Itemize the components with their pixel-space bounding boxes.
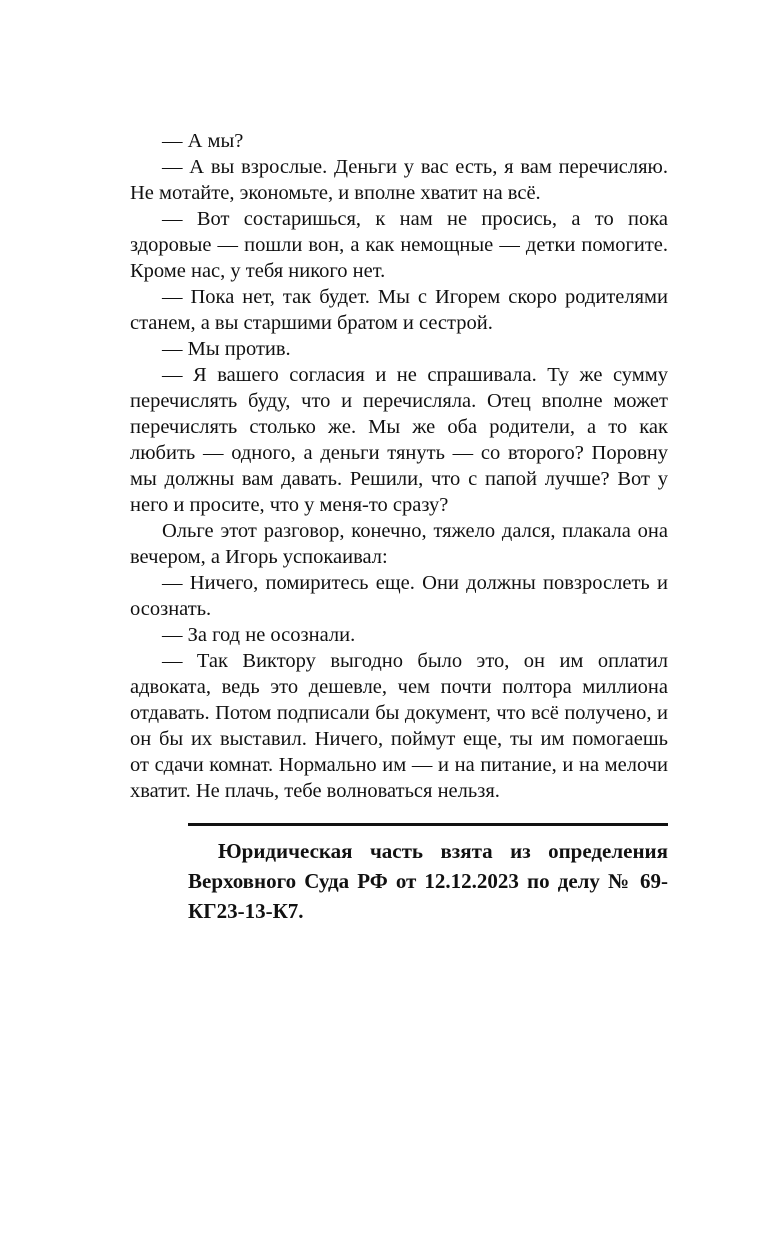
paragraph: — Мы против.: [162, 338, 291, 360]
legal-note: [188, 823, 668, 926]
paragraph: — Так Виктору выгодно было это, он им оплатил адвоката, ведь это дешевле, чем почти полтора миллиона отдавать. Потом подписали бы документ, что всё получено, и он бы их выставил. Ничего, поймут еще, ты им помогаешь от сдачи комнат. Нормально им — и на питание, и на мелочи хватит. Не плачь, тебе волноваться нельзя.: [130, 650, 668, 802]
paragraph: — Вот состаришься, к нам не просись, а то пока здоровые — пошли вон, а как немощные — детки помогите. Кроме нас, у тебя никого нет.: [130, 208, 668, 282]
paragraph: — А вы взрослые. Деньги у вас есть, я вам перечисляю. Не мотайте, экономьте, и вполне хватит на всё.: [130, 156, 668, 204]
paragraph: — А мы?: [162, 130, 244, 152]
paragraph: — Ничего, помиритесь еще. Они должны повзрослеть и осознать.: [130, 572, 668, 620]
legal-note-text: Юридическая часть взята из определения Верховного Суда РФ от 12.12.2023 по делу № 69-КГ23-13-К7.: [188, 839, 668, 923]
page-body: [130, 128, 668, 804]
paragraph: — Пока нет, так будет. Мы с Игорем скоро родителями станем, а вы старшими братом и сестрой.: [130, 286, 668, 334]
paragraph: — За год не осознали.: [162, 624, 356, 646]
paragraph: — Я вашего согласия и не спрашивала. Ту же сумму перечислять буду, что и перечисляла. Отец вполне может перечислять столько же. Мы же оба родители, а то как любить — одного, а деньги тянуть — со второго? Поровну мы должны вам давать. Решили, что с папой лучше? Вот у него и просите, что у меня-то сразу?: [130, 364, 668, 516]
main-text: [130, 128, 668, 804]
paragraph: Ольге этот разговор, конечно, тяжело дался, плакала она вечером, а Игорь успокаивал:: [130, 520, 668, 568]
